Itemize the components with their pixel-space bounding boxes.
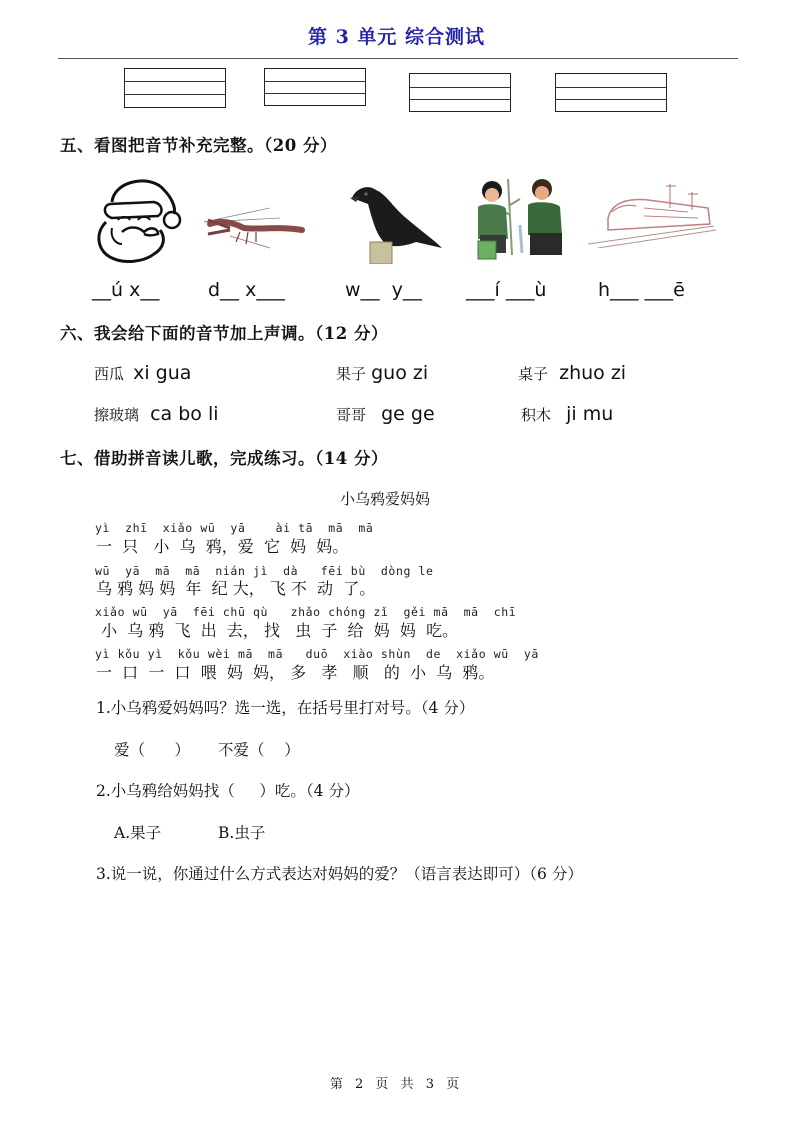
poem-text-line-1: 一 只 小 乌 鸦，爱 它 妈 妈。 — [96, 537, 349, 556]
page-number: 第 2 页 共 3 页 — [329, 1077, 464, 1092]
word-label: 西瓜 — [94, 365, 125, 383]
word-label: 桌子 — [518, 365, 549, 383]
poem-text-line-3: 小 乌 鸦 飞 出 去， 找 虫 子 给 妈 妈 吃。 — [96, 621, 459, 640]
poem-title: 小乌鸦爱妈妈 — [340, 490, 431, 508]
question-1-option-love[interactable]: 爱（ ） — [114, 741, 191, 759]
question-1: 1.小乌鸦爱妈妈吗？选一选，在括号里打对号。（4 分） — [96, 699, 475, 717]
writing-grid-4[interactable] — [555, 73, 667, 112]
word-label: 擦玻璃 — [94, 406, 140, 424]
poem-pinyin-line-2: wū yā mā mā nián jì dà fēi bù dòng le — [95, 564, 434, 578]
pinyin-blank-5[interactable]: h___ ___ē — [598, 279, 685, 301]
shrimp-icon — [200, 200, 310, 252]
santa-claus-icon — [92, 172, 182, 264]
header-divider — [58, 58, 738, 59]
poem-text-line-4: 一 口 一 口 喂 妈 妈， 多 孝 顺 的 小 乌 鸦。 — [96, 663, 495, 682]
section-7-heading: 七、借助拼音读儿歌，完成练习。（14 分） — [60, 449, 388, 468]
section-5-heading: 五、看图把音节补充完整。（20 分） — [60, 136, 337, 155]
crow-icon — [346, 178, 444, 264]
question-2-option-b[interactable]: B.虫子 — [218, 824, 266, 842]
tone-item-gege[interactable] — [336, 403, 435, 425]
tone-item-zhuozi[interactable] — [518, 362, 626, 384]
high-speed-train-icon — [588, 178, 718, 248]
poem-pinyin-line-3: xiǎo wū yā fēi chū qù zhǎo chóng zǐ gěi mā mā chī — [95, 605, 517, 619]
question-2-option-a[interactable]: A.果子 — [114, 824, 162, 842]
pinyin-text: ji mu — [566, 403, 614, 425]
writing-grid-3[interactable] — [409, 73, 511, 112]
word-label: 积木 — [521, 406, 552, 424]
writing-grid-2[interactable] — [264, 68, 366, 106]
pinyin-text: ge ge — [381, 403, 435, 425]
pinyin-blank-3[interactable]: w__ y__ — [345, 279, 422, 301]
word-label: 哥哥 — [336, 406, 367, 424]
poem-pinyin-line-1: yì zhī xiǎo wū yā ài tā mā mā — [95, 521, 374, 535]
tone-item-xigua[interactable] — [94, 362, 191, 384]
section-6-heading: 六、我会给下面的音节加上声调。（12 分） — [60, 324, 388, 343]
tone-item-guozi[interactable] — [336, 362, 428, 384]
writing-grid-1[interactable] — [124, 68, 226, 108]
pinyin-text: guo zi — [371, 362, 429, 384]
children-planting-tree-icon — [470, 175, 570, 263]
word-label: 果子 — [336, 365, 367, 383]
pinyin-text: xi gua — [133, 362, 192, 384]
poem-pinyin-line-4: yì kǒu yì kǒu wèi mā mā duō xiào shùn de xiǎo wū yā — [95, 647, 539, 661]
question-2: 2.小乌鸦给妈妈找（ ）吃。（4 分） — [96, 782, 360, 800]
pinyin-blank-4[interactable]: ___í ___ù — [466, 279, 547, 301]
poem-text-line-2: 乌 鸦 妈 妈 年 纪 大， 飞 不 动 了。 — [96, 579, 376, 598]
tone-item-caboli[interactable] — [94, 403, 219, 425]
pinyin-text: ca bo li — [150, 403, 219, 425]
question-3: 3.说一说，你通过什么方式表达对妈妈的爱？（语言表达即可）（6 分） — [96, 865, 583, 883]
pinyin-blank-2[interactable]: d__ x___ — [208, 279, 285, 301]
pinyin-text: zhuo zi — [559, 362, 627, 384]
pinyin-blank-1[interactable]: __ú x__ — [92, 279, 160, 301]
page-title: 第 3 单元 综合测试 — [307, 26, 486, 48]
question-1-option-not-love[interactable]: 不爱（ ） — [218, 741, 300, 759]
tone-item-jimu[interactable] — [521, 403, 613, 425]
